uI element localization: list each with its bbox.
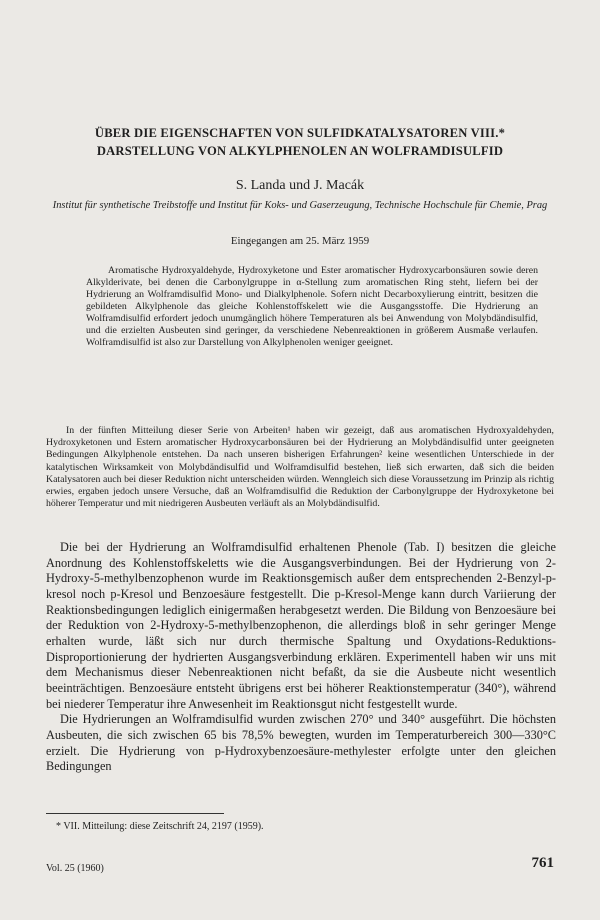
volume-info: Vol. 25 (1960) (46, 863, 104, 874)
title-line-1: ÜBER DIE EIGENSCHAFTEN VON SULFIDKATALYSATOREN VIII.* (94, 126, 506, 140)
received-date: Eingegangen am 25. März 1959 (230, 235, 370, 247)
footnote: * VII. Mitteilung: diese Zeitschrift 24, 2197 (1959). (56, 821, 264, 832)
main-text (46, 540, 556, 775)
body-paragraph-2: Die Hydrierungen an Wolframdisulfid wurden zwischen 270° und 340° ausgeführt. Die höchsten Ausbeuten, die sich zwischen 65 bis 78,5% bewegten, wurden im Temperaturbereich 300—330°C erzielt. Die Hydrierung von p-Hydroxybenzoesäure-methylester erfolgte unter den gleichen Bedingungen (46, 712, 556, 774)
authors: S. Landa und J. Macák (235, 178, 365, 193)
page-number: 761 (531, 855, 554, 871)
intro-paragraph: In der fünften Mitteilung dieser Serie von Arbeiten¹ haben wir gezeigt, daß aus aromatischen Hydroxyaldehyden, Hydroxyketonen und Estern aromatischer Hydroxycarbonsäuren bei der Hydrierung an Molybdändisulfid unter geeigneten Bedingungen Alkylphenole entstehen. Da nach unseren bisherigen Erfahrungen² keine wesentlichen Unterschiede in der katalytischen Wirksamkeit von Molybdändisulfid und Wolframdisulfid bestehen, ließ sich erwarten, daß sich die beiden Katalysatoren auch bei dieser Reduktion nicht unterscheiden würden. Wenngleich sich diese Voraussetzung im Prinzip als richtig erwies, ergaben jedoch unsere Versuche, daß an Wolframdisulfid die Reduktion der Carbonylgruppe der Hydroxyketone bei höherer Temperatur und mit niedrigeren Ausbeuten verläuft als an Molybdändisulfid. (46, 425, 554, 510)
footnote-rule (46, 813, 224, 814)
abstract: Aromatische Hydroxyaldehyde, Hydroxyketone und Ester aromatischer Hydroxycarbonsäuren sowie deren Alkylderivate, bei denen die Carbonylgruppe in α-Stellung zum aromatischen Ring steht, liefern bei der Hydrierung an Wolframdisulfid Mono- und Dialkylphenole. Sofern nicht Decarboxylierung eintritt, besitzen die gebildeten Alkylphenole das gleiche Kohlenstoffskelett wie die Ausgangsstoffe. Die Hydrierung an Wolframdisulfid erfordert jedoch unumgänglich höhere Temperaturen als bei Anwendung von Molybdändisulfid, und die erzielten Ausbeuten sind geringer, da verschiedene Nebenreaktionen in größerem Ausmaße verlaufen. Wolframdisulfid ist also zur Darstellung von Alkylphenolen weniger geeignet. (86, 265, 538, 349)
institution: Institut für synthetische Treibstoffe und Institut für Koks- und Gaserzeugung, Technische Hochschule für Chemie, Prag (52, 200, 548, 211)
body-paragraph-1: Die bei der Hydrierung an Wolframdisulfid erhaltenen Phenole (Tab. I) besitzen die gleiche Anordnung des Kohlenstoffskeletts wie die Ausgangsverbindungen. Bei der Hydrierung von 2-Hydroxy-5-methylbenzophenon wurde im Reaktionsgemisch außer dem entsprechenden 2-Benzyl-p-kresol noch p-Kresol und Benzoesäure festgestellt. Die p-Kresol-Menge kann durch Variierung der Reaktionsbedingungen lediglich einigermaßen herabgesetzt werden. Die Bildung von Benzoesäure bei der Reduktion von 2-Hydroxy-5-methylbenzophenon, die allerdings bloß in sehr geringer Menge erhalten wurde, läßt sich nur durch thermische Spaltung und Oxydations-Reduktions-Disproportionierung der hydrierten Ausgangsverbindung erklären. Experimentell haben wir uns mit dem Mechanismus dieser Nebenreaktionen nicht befaßt, da sie die Ausbeute nicht wesentlich beeinträchtigen. Benzoesäure entsteht übrigens erst bei höherer Reaktionstemperatur (340°), während bei niederer Temperatur ihre Anwesenheit im Reaktionsgut nicht festgestellt wurde. (46, 540, 556, 711)
article-title (40, 124, 560, 160)
title-line-2: DARSTELLUNG VON ALKYLPHENOLEN AN WOLFRAMDISULFID (96, 144, 504, 158)
